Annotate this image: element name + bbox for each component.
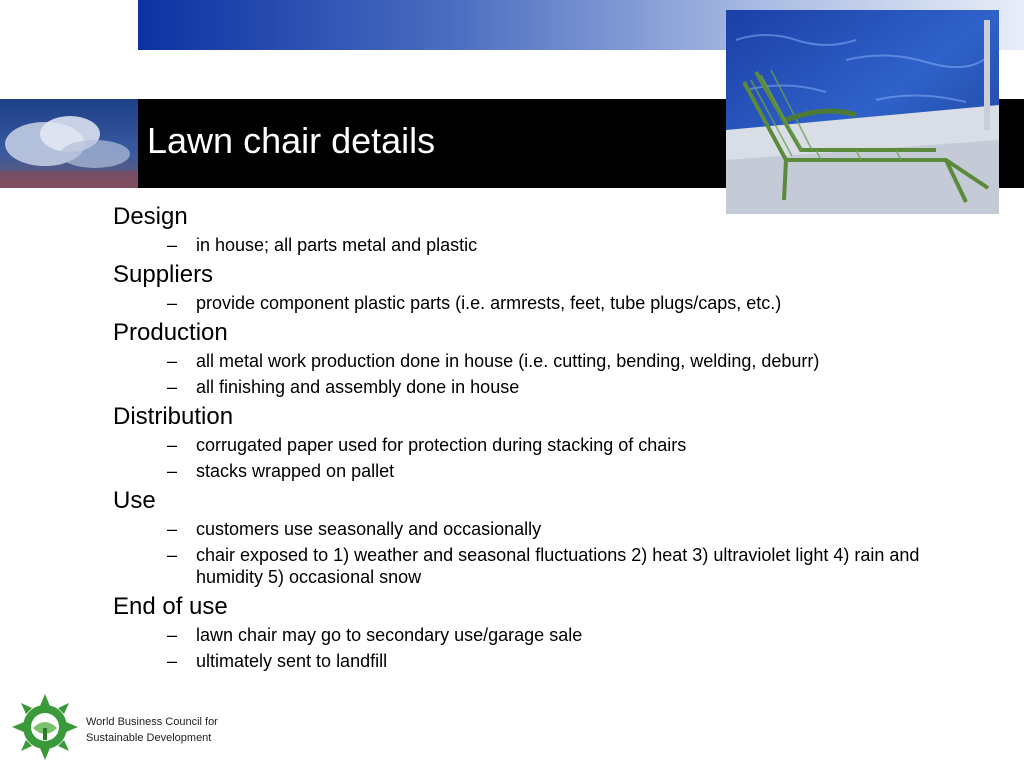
wbcsd-logo-icon bbox=[10, 692, 80, 762]
org-name: World Business Council for Sustainable Development bbox=[86, 716, 218, 744]
bullet-list bbox=[113, 624, 933, 672]
section-heading: Suppliers bbox=[113, 261, 214, 288]
sky-photo bbox=[0, 99, 138, 188]
section-distribution bbox=[113, 402, 933, 482]
list-item: – all finishing and assembly done in house bbox=[167, 377, 520, 397]
section-end-of-use bbox=[113, 592, 933, 672]
list-item: – provide component plastic parts (i.e. armrests, feet, tube plugs/caps, etc.) bbox=[167, 293, 782, 313]
section-heading: Use bbox=[113, 487, 156, 514]
list-item: – in house; all parts metal and plastic bbox=[167, 235, 478, 255]
bullet-list bbox=[113, 518, 933, 588]
section-heading: Design bbox=[113, 203, 188, 230]
list-item: – chair exposed to 1) weather and seasonal fluctuations 2) heat 3) ultraviolet light 4) rain and humidity 5) occasional snow bbox=[167, 545, 920, 587]
lawn-chair-photo bbox=[726, 10, 999, 214]
slide-title: Lawn chair details bbox=[147, 120, 436, 161]
bullet-list bbox=[113, 434, 933, 482]
slide-body bbox=[113, 200, 933, 676]
section-heading: Production bbox=[113, 319, 228, 346]
bullet-list bbox=[113, 292, 933, 314]
section-production bbox=[113, 318, 933, 398]
section-suppliers bbox=[113, 260, 933, 314]
list-item: – customers use seasonally and occasionally bbox=[167, 519, 542, 539]
bullet-list bbox=[113, 350, 933, 398]
section-heading: End of use bbox=[113, 593, 228, 620]
bullet-list bbox=[113, 234, 933, 256]
section-use bbox=[113, 486, 933, 588]
list-item: – stacks wrapped on pallet bbox=[167, 461, 395, 481]
list-item: – corrugated paper used for protection during stacking of chairs bbox=[167, 435, 687, 455]
list-item: – all metal work production done in house (i.e. cutting, bending, welding, deburr) bbox=[167, 351, 820, 371]
list-item: – ultimately sent to landfill bbox=[167, 651, 388, 671]
section-heading: Distribution bbox=[113, 403, 234, 430]
section-design bbox=[113, 202, 933, 256]
list-item: – lawn chair may go to secondary use/garage sale bbox=[167, 625, 583, 645]
